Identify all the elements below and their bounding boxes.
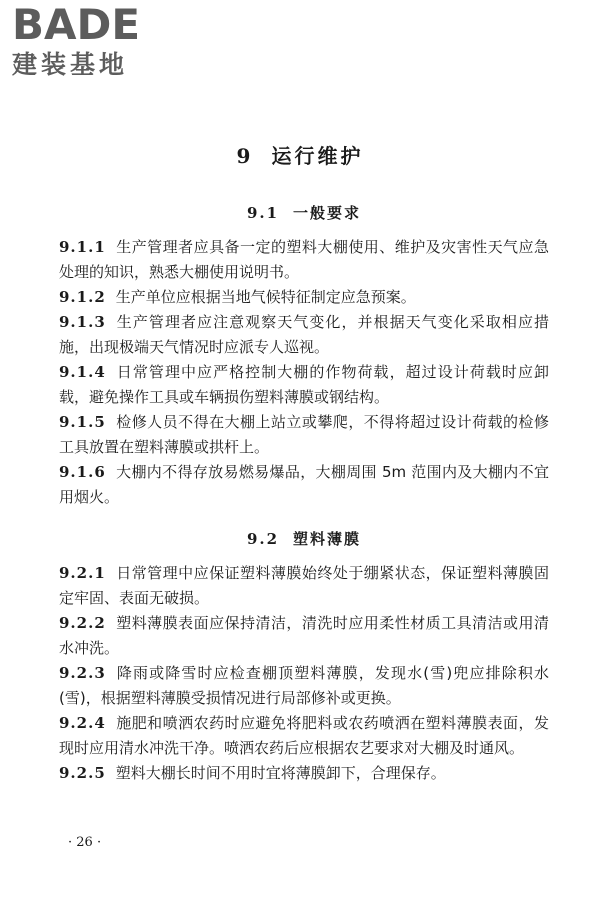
section-title: [59, 202, 549, 223]
chapter-title: [0, 140, 600, 169]
chapter-title-text: 运行维护: [271, 144, 364, 168]
clause-number: 9.2.4: [59, 714, 106, 732]
logo-wordmark: BADE: [12, 0, 141, 49]
clause-text: 生产单位应根据当地气候特征制定应急预案。: [115, 288, 416, 306]
clause-text: 降雨或降雪时应检查棚顶塑料薄膜，发现水(雪)兜应排除积水(雪)，根据塑料薄膜受损情况进行局部修补或更换。: [59, 664, 549, 707]
section-title-text: 一般要求: [293, 204, 362, 222]
section-number: 9.1: [246, 204, 280, 222]
clause-9-1-4: [59, 360, 549, 410]
logo-subtitle: 建装基地: [12, 50, 129, 79]
section-title: [59, 528, 549, 549]
bade-logo: [12, 2, 182, 80]
section-9-1: [59, 202, 549, 510]
clause-text: 塑料薄膜表面应保持清洁，清洗时应用柔性材质工具清洁或用清水冲洗。: [59, 614, 549, 657]
clause-number: 9.2.1: [59, 564, 106, 582]
clause-number: 9.2.3: [59, 664, 106, 682]
clause-text: 日常管理中应保证塑料薄膜始终处于绷紧状态，保证塑料薄膜固定牢固、表面无破损。: [59, 564, 549, 607]
clause-9-1-5: [59, 410, 549, 460]
clause-text: 生产管理者应注意观察天气变化，并根据天气变化采取相应措施，出现极端天气情况时应派专人巡视。: [59, 313, 549, 356]
clause-number: 9.1.4: [59, 363, 106, 381]
chapter-number: 9: [236, 144, 254, 168]
clause-9-2-3: [59, 661, 549, 711]
clause-number: 9.2.5: [59, 764, 106, 782]
clause-number: 9.1.2: [59, 288, 106, 306]
clause-number: 9.1.1: [59, 238, 106, 256]
clause-text: 塑料大棚长时间不用时宜将薄膜卸下，合理保存。: [115, 764, 446, 782]
clause-number: 9.1.6: [59, 463, 106, 481]
page-number: · 26 ·: [68, 835, 102, 850]
clause-9-2-4: [59, 711, 549, 761]
clause-9-2-5: [59, 761, 549, 786]
clause-9-1-2: [59, 285, 549, 310]
clause-text: 大棚内不得存放易燃易爆品，大棚周围 5m 范围内及大棚内不宜用烟火。: [59, 463, 549, 506]
clause-9-2-2: [59, 611, 549, 661]
clause-9-1-6: [59, 460, 549, 510]
document-body: [59, 192, 549, 786]
clause-text: 生产管理者应具备一定的塑料大棚使用、维护及灾害性天气应急处理的知识，熟悉大棚使用说明书。: [59, 238, 549, 281]
section-title-text: 塑料薄膜: [293, 530, 362, 548]
section-9-2: [59, 528, 549, 786]
clause-text: 检修人员不得在大棚上站立或攀爬，不得将超过设计荷载的检修工具放置在塑料薄膜或拱杆上。: [59, 413, 549, 456]
clause-number: 9.1.5: [59, 413, 106, 431]
clause-text: 日常管理中应严格控制大棚的作物荷载，超过设计荷载时应卸载，避免操作工具或车辆损伤塑料薄膜或钢结构。: [59, 363, 549, 406]
section-number: 9.2: [246, 530, 280, 548]
clause-number: 9.1.3: [59, 313, 106, 331]
clause-9-1-3: [59, 310, 549, 360]
clause-text: 施肥和喷洒农药时应避免将肥料或农药喷洒在塑料薄膜表面，发现时应用清水冲洗干净。喷洒农药后应根据农艺要求对大棚及时通风。: [59, 714, 549, 757]
clause-number: 9.2.2: [59, 614, 106, 632]
clause-9-2-1: [59, 561, 549, 611]
clause-9-1-1: [59, 235, 549, 285]
